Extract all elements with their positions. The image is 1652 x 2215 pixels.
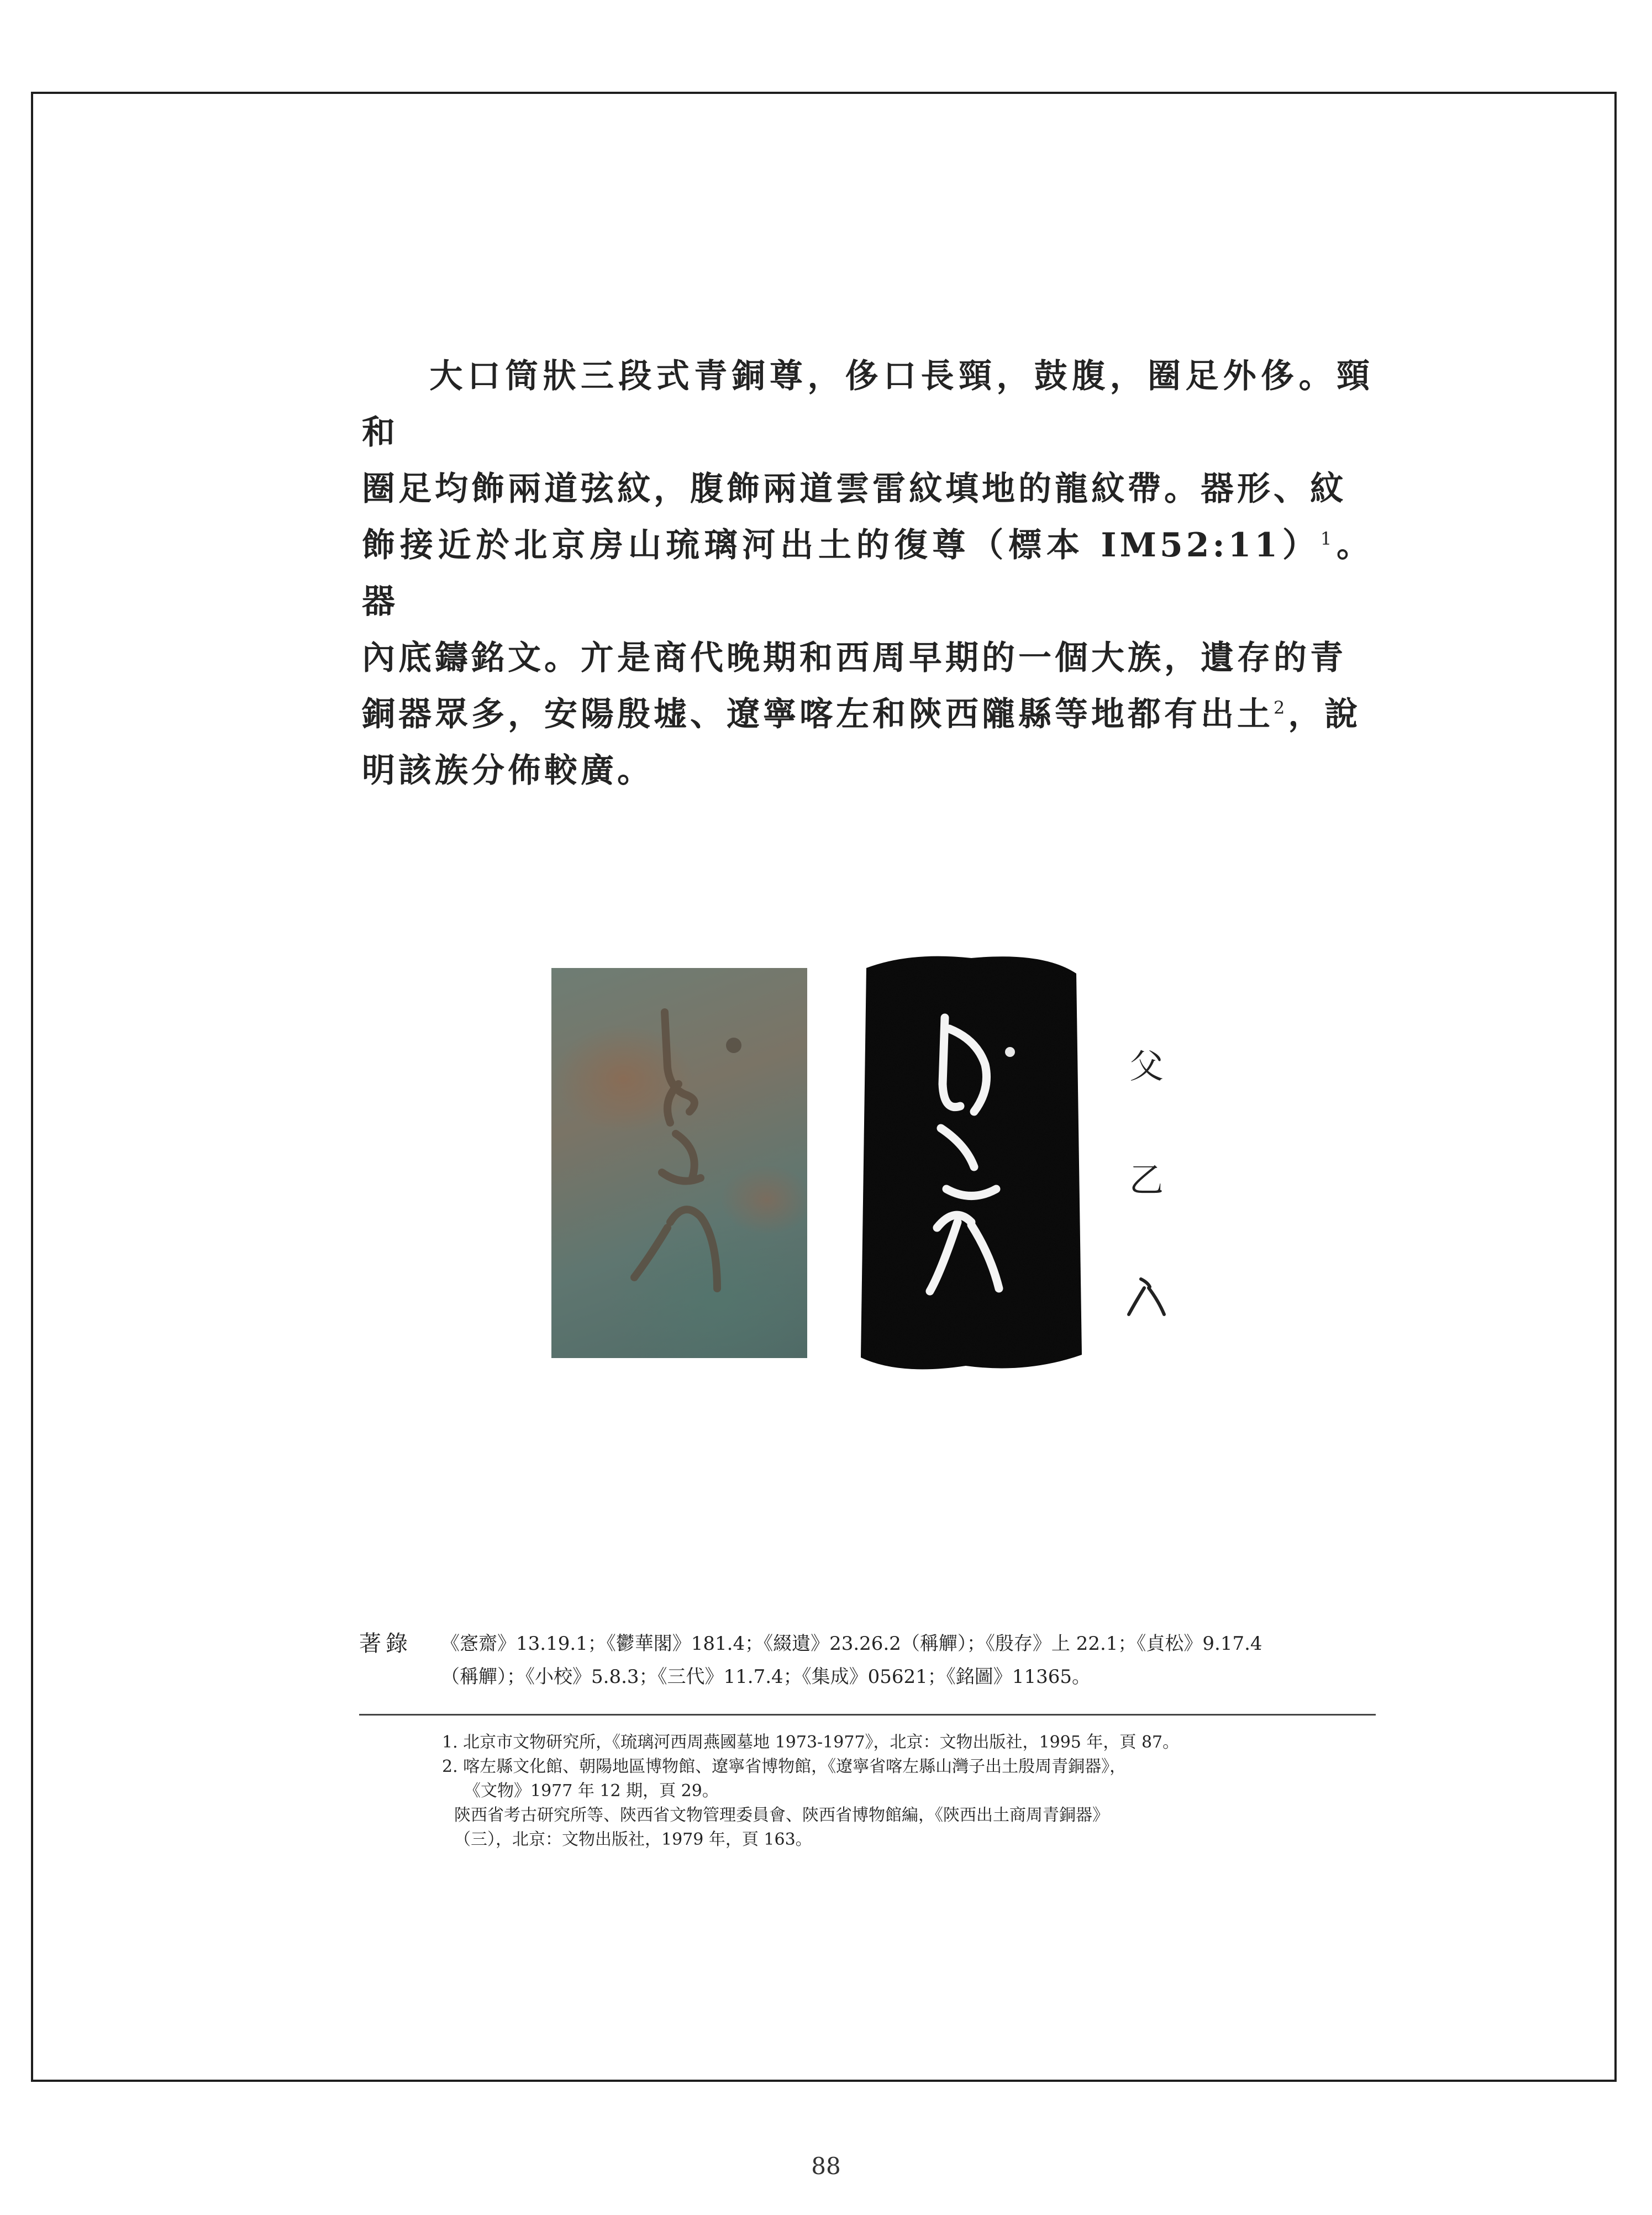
footnote-ref-1: 1: [1320, 528, 1335, 549]
description-text: [362, 348, 1373, 799]
footnotes: [442, 1730, 1381, 1852]
body-line-2: 圈足均飾兩道弦紋，腹飾兩道雲雷紋填地的龍紋帶。器形、紋: [362, 470, 1346, 508]
inscription-rubbing: [844, 946, 1085, 1378]
body-line-6: 明該族分佈較廣。: [362, 751, 654, 790]
records-section: [359, 1627, 1376, 1693]
body-line-4: 內底鑄銘文。亣是商代晚期和西周早期的一個大族，遺存的青: [362, 639, 1346, 677]
page-number: 88: [811, 2153, 841, 2180]
divider: [359, 1714, 1376, 1716]
inscription-rubbing-image: [844, 946, 1085, 1378]
inscription-photo: [551, 968, 807, 1358]
footnote-2: 2. 喀左縣文化館、朝陽地區博物館、遼寧省博物館，《遼寧省喀左縣山灣子出土殷周青銅器》，: [442, 1757, 1127, 1776]
body-line-3: 飾接近於北京房山琉璃河出土的復尊（標本 IM52:11）: [362, 526, 1320, 565]
glyph-clan-sign: [1122, 1261, 1171, 1327]
records-line-2: （稱觶）；《小校》5.8.3；《三代》11.7.4；《集成》05621；《銘圖》11365。: [441, 1666, 1091, 1688]
body-line-1: 大口筒狀三段式青銅尊，侈口長頸，鼓腹，圈足外侈。頸和: [362, 357, 1373, 452]
body-line-5: 銅器眾多，安陽殷墟、遼寧喀左和陝西隴縣等地都有出土: [362, 695, 1274, 734]
footnote-ref-2: 2: [1274, 697, 1288, 718]
glyph-fu: 父: [1129, 1046, 1164, 1086]
clan-sign-icon: [1124, 1275, 1169, 1319]
body-line-5-end: ，說: [1288, 695, 1361, 734]
records-label: 著錄: [359, 1631, 412, 1656]
footnote-1: 1. 北京市文物研究所，《琉璃河西周燕國墓地 1973-1977》，北京：文物出版社，1995 年，頁 87。: [442, 1733, 1180, 1752]
footnote-2-extra: 陝西省考古研究所等、陝西省文物管理委員會、陝西省博物館編，《陝西出土商周青銅器》: [454, 1806, 1109, 1825]
inscription-photo-marks: [551, 968, 807, 1358]
footnote-2-extra-cont: （三），北京：文物出版社，1979 年，頁 163。: [454, 1830, 812, 1849]
footnote-2-cont: 《文物》1977 年 12 期，頁 29。: [464, 1781, 719, 1801]
inscription-transcription: [1122, 1033, 1171, 1375]
body-line-3-end: 。器: [362, 526, 1374, 621]
glyph-yi: 乙: [1129, 1160, 1164, 1200]
records-line-1: 《愙齋》13.19.1；《鬱華閣》181.4；《綴遺》23.26.2（稱觶）；《殷存》上 22.1；《貞松》9.17.4: [441, 1633, 1262, 1655]
